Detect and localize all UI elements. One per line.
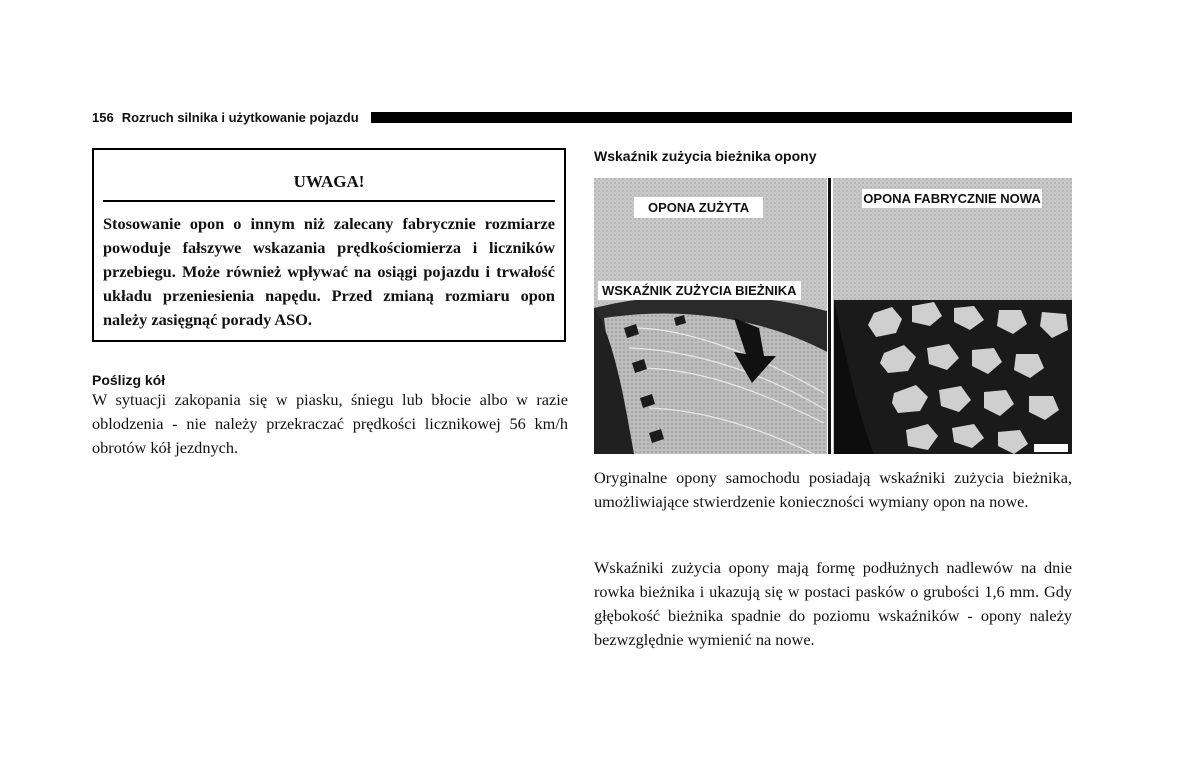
tread-wear-figure (594, 178, 1072, 454)
warning-box (92, 148, 566, 342)
tread-heading: Wskaźnik zużycia bieżnika opony (594, 148, 817, 164)
label-wear-indicator: WSKAŹNIK ZUŻYCIA BIEŻNIKA (598, 281, 801, 300)
page-header (92, 108, 1072, 126)
chapter-title: Rozruch silnika i użytkowanie pojazdu (121, 109, 359, 125)
warning-text: Stosowanie opon o innym niż zalecany fabrycznie rozmiarze powoduje fałszywe wskazania prędkościomierza i liczników przebiegu. Może również wpływać na osiągi pojazdu i trwałość układu przeniesienia napędu. Przed zmianą rozmiaru opon należy zasięgnąć porady ASO. (103, 214, 555, 329)
slip-heading: Poślizg kół (92, 372, 166, 388)
warning-title: UWAGA! (293, 172, 365, 191)
slip-paragraph: W sytuacji zakopania się w piasku, śniegu lub błocie albo w razie oblodzenia - nie należy przekraczać prędkości licznikowej 56 km/h obrotów kół jezdnych. (92, 390, 568, 457)
tread-paragraph-2: Wskaźniki zużycia opony mają formę podłużnych nadlewów na dnie rowka bieżnika i ukazują się w postaci pasków o grubości 1,6 mm. Gdy głębokość bieżnika spadnie do poziomu wskaźników - opony należy bezwzględnie wymienić na nowe. (594, 558, 1072, 649)
tread-paragraph-1: Oryginalne opony samochodu posiadają wskaźniki zużycia bieżnika, umożliwiające stwierdzenie konieczności wymiany opon na nowe. (594, 468, 1072, 511)
worn-tire-graphic (594, 295, 834, 454)
label-new-tire: OPONA FABRYCZNIE NOWA (863, 191, 1041, 206)
new-tire-graphic (834, 300, 1072, 454)
page-number: 156 (92, 109, 114, 125)
tire-illustration (594, 178, 1072, 454)
header-rule (371, 112, 1072, 123)
warning-divider (103, 200, 555, 202)
label-worn-tire: OPONA ZUŻYTA (634, 197, 763, 218)
